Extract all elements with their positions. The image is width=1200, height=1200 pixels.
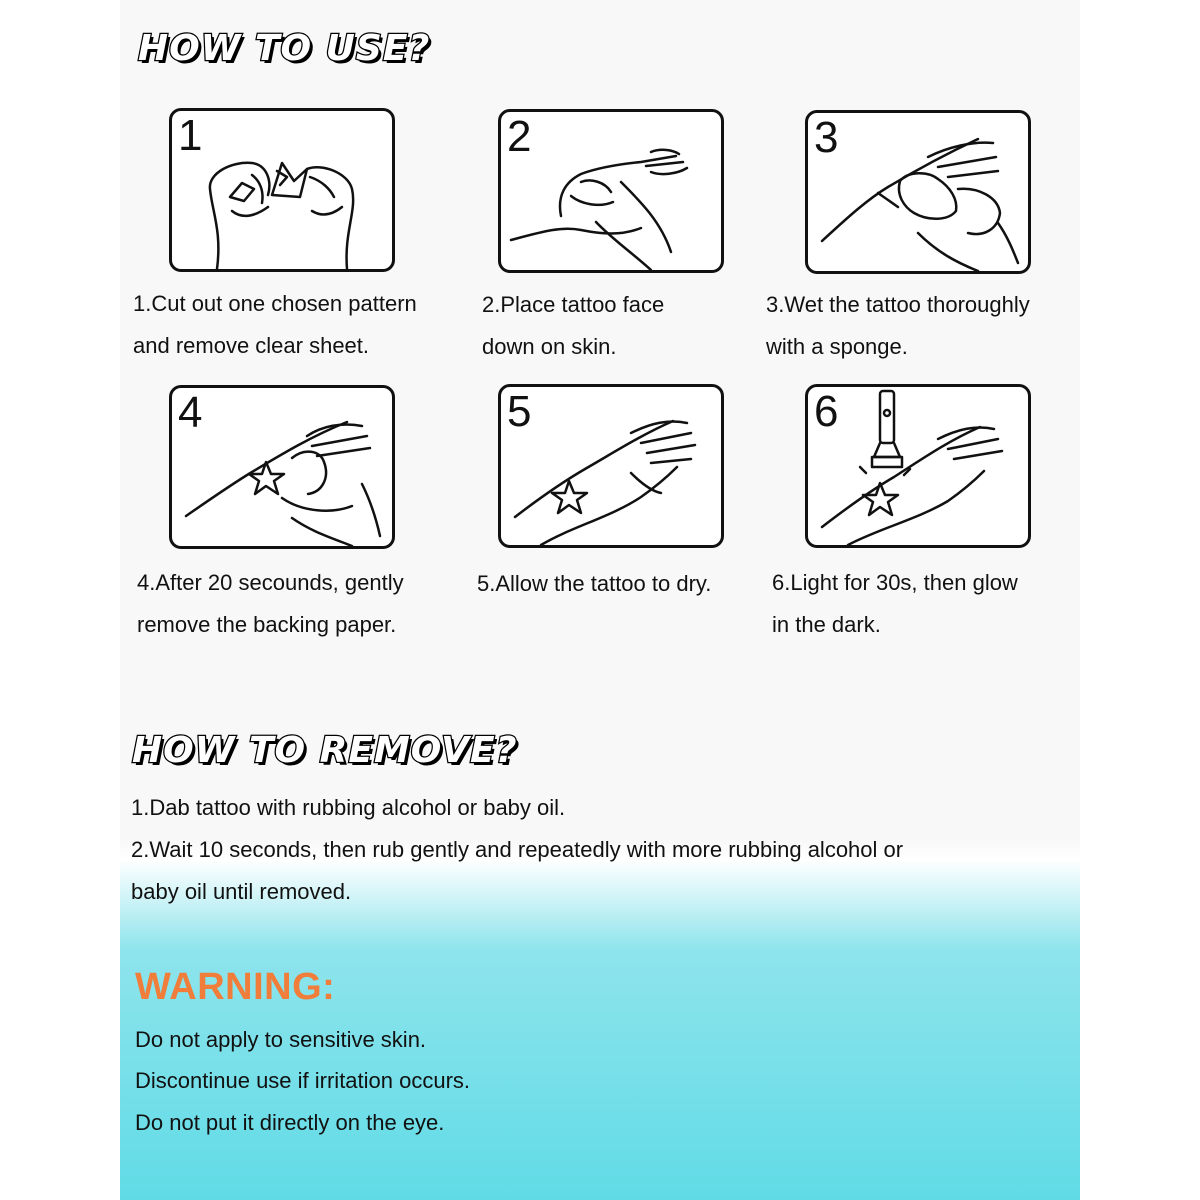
drying-hand-icon [501, 387, 721, 545]
remove-step-2: 2.Wait 10 seconds, then rub gently and repeatedly with more rubbing alcohol or [131, 837, 904, 862]
step-1-caption [133, 283, 417, 367]
warning-title: WARNING: [135, 966, 336, 1008]
step-2-caption [482, 284, 664, 368]
remove-step-2-continued: baby oil until removed. [131, 879, 352, 904]
how-to-use-heading: HOW TO USE? [138, 28, 431, 69]
wet-sponge-hands-icon [808, 113, 1028, 271]
warning-line-1: Do not apply to sensitive skin. [135, 1027, 427, 1052]
how-to-remove-heading: HOW TO REMOVE? [132, 730, 518, 771]
step-3-caption [766, 284, 1030, 368]
step-1-number: 1 [178, 111, 203, 160]
step-4-illustration [169, 385, 395, 549]
flashlight-hand-icon [808, 387, 1028, 545]
step-2-illustration [498, 109, 724, 273]
step-6-illustration [805, 384, 1031, 548]
remove-step-1: 1.Dab tattoo with rubbing alcohol or baby oil. [131, 795, 566, 820]
step-5-number: 5 [507, 387, 532, 436]
step-2-number: 2 [507, 112, 532, 161]
step-5-illustration [498, 384, 724, 548]
step-1-line-2: and remove clear sheet. [133, 333, 370, 358]
place-tattoo-hands-icon [501, 112, 721, 270]
step-6-caption [772, 562, 1018, 646]
step-2-line-2: down on skin. [482, 334, 617, 359]
step-4-caption [137, 562, 404, 646]
step-3-number: 3 [814, 113, 839, 162]
step-4-line-2: remove the backing paper. [137, 612, 397, 637]
step-2-line-1: 2.Place tattoo face [482, 292, 665, 317]
remove-paper-hands-icon [172, 388, 392, 546]
step-4-line-1: 4.After 20 secounds, gently [137, 570, 404, 595]
warning-line-2: Discontinue use if irritation occurs. [135, 1068, 471, 1093]
step-4-number: 4 [178, 388, 203, 437]
step-1-illustration [169, 108, 395, 272]
step-3-line-2: with a sponge. [766, 334, 908, 359]
step-3-line-1: 3.Wet the tattoo thoroughly [766, 292, 1030, 317]
step-3-illustration [805, 110, 1031, 274]
step-5-caption [477, 563, 711, 605]
step-6-number: 6 [814, 387, 839, 436]
warning-line-3: Do not put it directly on the eye. [135, 1110, 445, 1135]
step-6-line-1: 6.Light for 30s, then glow [772, 570, 1018, 595]
step-5-line-1: 5.Allow the tattoo to dry. [477, 571, 712, 596]
step-6-line-2: in the dark. [772, 612, 881, 637]
step-1-line-1: 1.Cut out one chosen pattern [133, 291, 417, 316]
cut-pattern-hands-icon [172, 111, 392, 269]
